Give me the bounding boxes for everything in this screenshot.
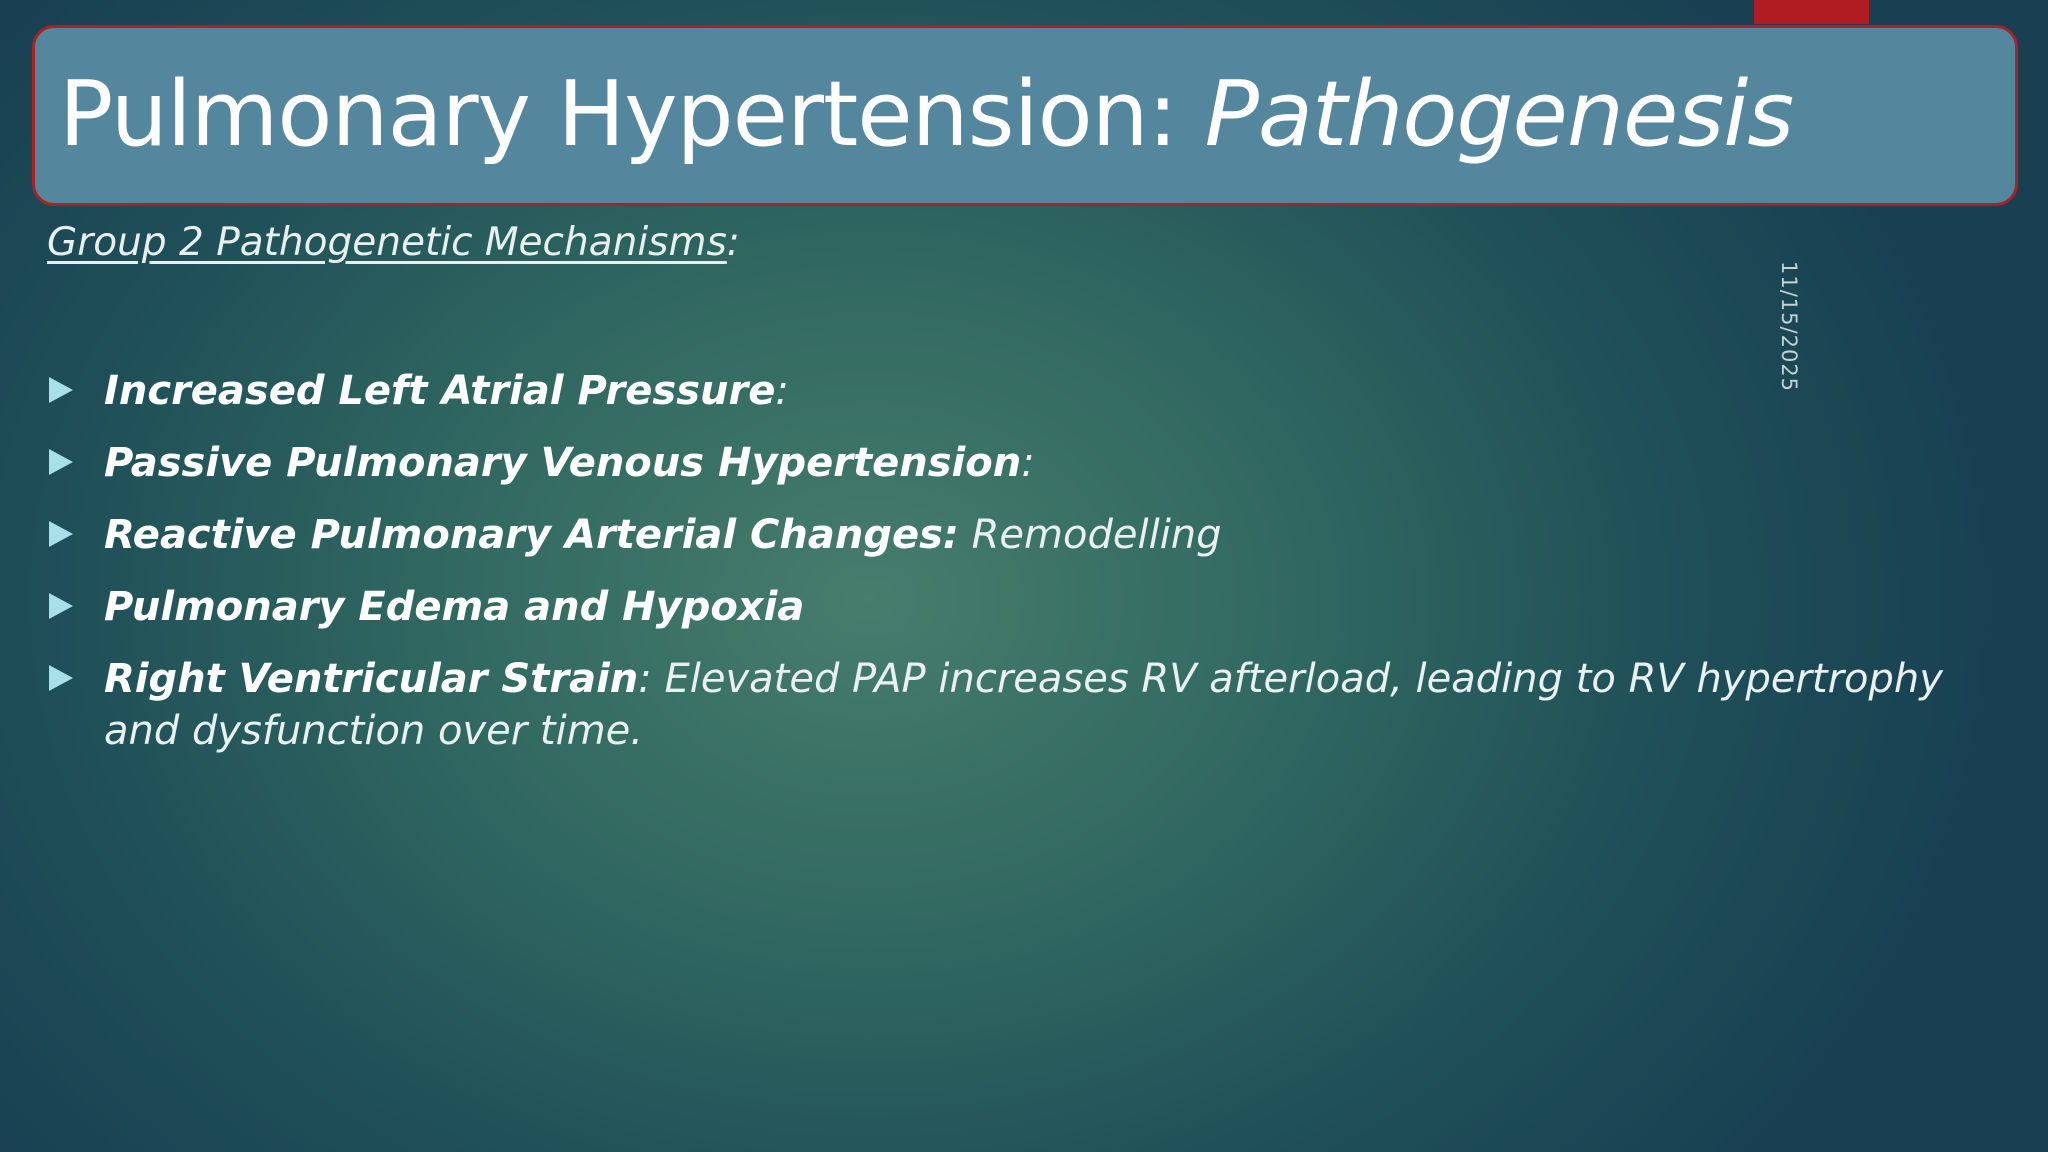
triangle-right-icon	[49, 377, 73, 403]
slide-date: 11/15/2025	[1777, 261, 1801, 393]
bullet-item	[46, 653, 1966, 757]
bullet-description: Remodelling	[958, 512, 1222, 558]
triangle-right-icon	[49, 521, 73, 547]
bullet-separator: :	[1021, 440, 1035, 486]
bullet-item	[46, 365, 1966, 417]
bullet-term: Right Ventricular Strain	[104, 656, 639, 702]
section-subtitle-suffix: :	[726, 220, 740, 265]
bullet-term: Pulmonary Edema and Hypoxia	[104, 584, 805, 630]
slide-title	[59, 62, 1794, 167]
bullet-list	[46, 365, 1966, 777]
corner-accent	[1754, 0, 1869, 24]
bullet-term: Reactive Pulmonary Arterial Changes:	[104, 512, 959, 558]
triangle-right-icon	[49, 665, 73, 691]
triangle-right-icon	[49, 593, 73, 619]
section-subtitle-text: Group 2 Pathogenetic Mechanisms	[47, 220, 727, 265]
bullet-separator: :	[775, 368, 789, 414]
bullet-item	[46, 437, 1966, 489]
bullet-term: Increased Left Atrial Pressure	[104, 368, 776, 414]
bullet-term: Passive Pulmonary Venous Hypertension	[104, 440, 1022, 486]
bullet-description: Elevated PAP increases RV afterload, leading to RV hypertrophy and dysfunction over time.	[104, 656, 1943, 754]
slide-title-main: Pulmonary Hypertension:	[59, 62, 1205, 167]
bullet-item	[46, 581, 1966, 633]
triangle-right-icon	[49, 449, 73, 475]
bullet-separator: :	[638, 656, 652, 702]
slide-title-italic: Pathogenesis	[1204, 62, 1794, 167]
section-subtitle	[47, 220, 740, 265]
bullet-item	[46, 509, 1966, 561]
title-bar	[32, 25, 2018, 206]
